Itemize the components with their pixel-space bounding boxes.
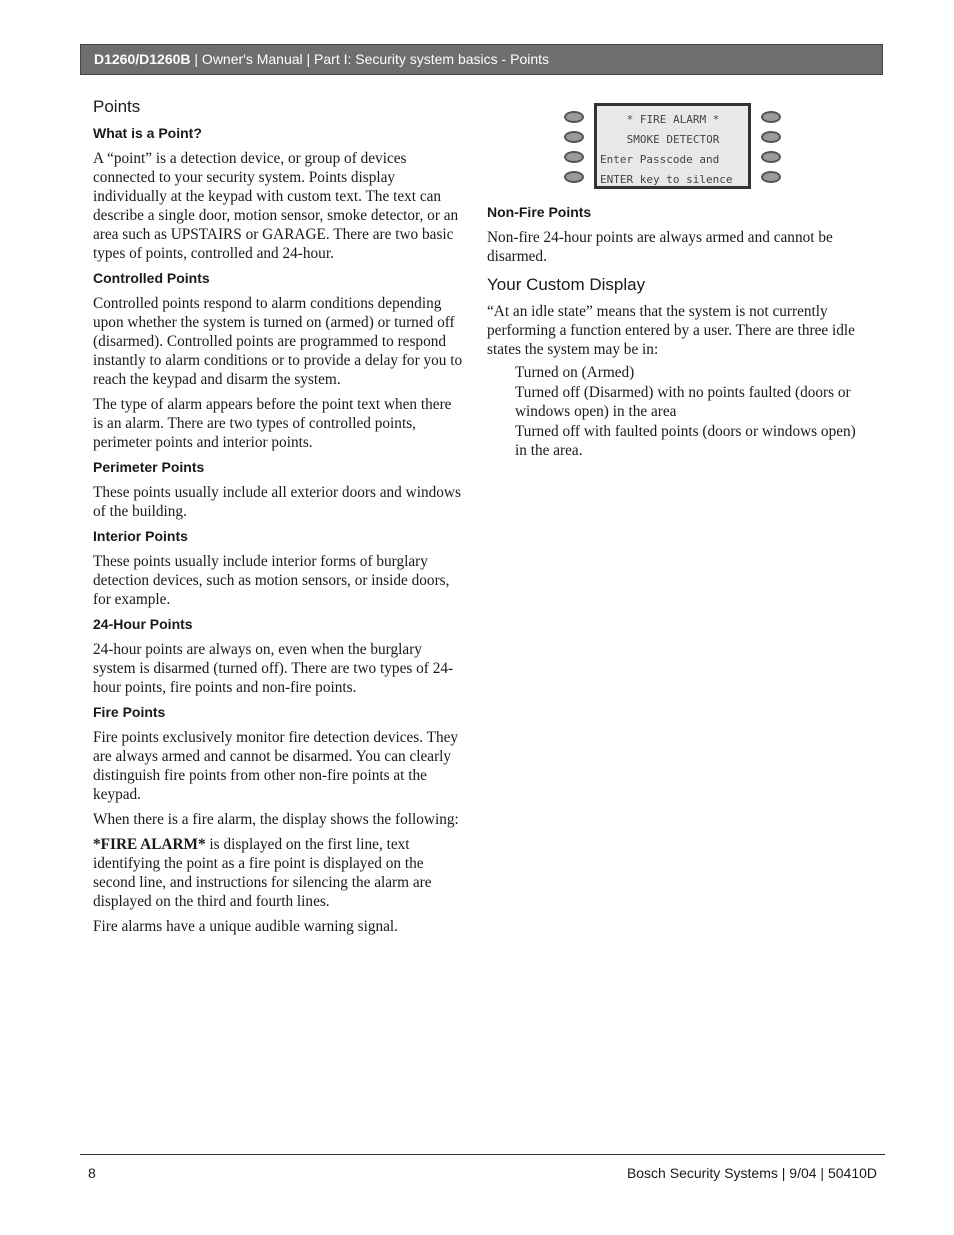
idle-states-list bbox=[515, 363, 863, 461]
section-title-custom-display: Your Custom Display bbox=[487, 275, 646, 294]
keypad-left-key-2 bbox=[564, 131, 584, 143]
paragraph-non-fire: Non-fire 24-hour points are always armed and cannot be disarmed. bbox=[487, 229, 833, 265]
keypad-display-line-1: * FIRE ALARM * bbox=[626, 113, 720, 126]
fire-alarm-label: *FIRE ALARM* bbox=[93, 836, 206, 853]
paragraph-what-is-a-point: A “point” is a detection device, or group of devices connected to your security system. Points display individually at the keypad with custom text. The text can describe a single door, motion sensor, smoke detector, or an area such as UPSTAIRS or GARAGE. There are two basic types of points, controlled and 24-hour. bbox=[93, 150, 459, 262]
heading-fire-points: Fire Points bbox=[93, 704, 166, 720]
paragraph-custom-display: “At an idle state” means that the system is not currently performing a function entered by a user. There are three idle states the system may be in: bbox=[487, 303, 855, 358]
keypad-left-key-3 bbox=[564, 151, 584, 163]
heading-interior-points: Interior Points bbox=[93, 528, 188, 544]
keypad-illustration bbox=[562, 101, 784, 193]
paragraph-fire-1: Fire points exclusively monitor fire detection devices. They are always armed and cannot be disarmed. You can clearly distinguish fire points from other non-fire points at the keypad. bbox=[93, 729, 459, 803]
heading-perimeter-points: Perimeter Points bbox=[93, 459, 205, 475]
heading-non-fire-points: Non-Fire Points bbox=[487, 204, 592, 220]
section-title-points: Points bbox=[93, 97, 141, 116]
page-number: 8 bbox=[88, 1165, 96, 1181]
paragraph-fire-3 bbox=[93, 835, 465, 911]
page-header-bar bbox=[80, 44, 883, 75]
keypad-right-key-1 bbox=[761, 111, 781, 123]
heading-controlled-points: Controlled Points bbox=[93, 270, 210, 286]
header-title: | Owner's Manual | Part I: Security system basics - Points bbox=[190, 51, 550, 67]
keypad-right-key-3 bbox=[761, 151, 781, 163]
paragraph-controlled-2: The type of alarm appears before the point text when there is an alarm. There are two types of controlled points, perimeter points and interior points. bbox=[93, 396, 452, 451]
keypad-display-line-2: SMOKE DETECTOR bbox=[626, 133, 720, 146]
header-model: D1260/D1260B bbox=[94, 51, 191, 67]
heading-what-is-a-point: What is a Point? bbox=[93, 125, 202, 141]
left-column bbox=[93, 96, 465, 942]
keypad-display bbox=[594, 103, 751, 189]
paragraph-interior: These points usually include interior forms of burglary detection devices, such as motion sensors, or inside doors, for example. bbox=[93, 553, 450, 608]
footer-divider bbox=[80, 1154, 885, 1155]
footer-publisher: Bosch Security Systems | 9/04 | 50410D bbox=[626, 1165, 877, 1181]
keypad-right-key-4 bbox=[761, 171, 781, 183]
idle-state-item: Turned off with faulted points (doors or windows open) in the area. bbox=[515, 422, 856, 459]
keypad-left-key-1 bbox=[564, 111, 584, 123]
paragraph-perimeter: These points usually include all exterior doors and windows of the building. bbox=[93, 484, 461, 520]
keypad-left-key-4 bbox=[564, 171, 584, 183]
fire-alarm-description: is displayed on the first line, text identifying the point as a fire point is displayed on the second line, and instructions for silencing the alarm are displayed on the third and fourth lines. bbox=[93, 836, 432, 910]
keypad-right-key-2 bbox=[761, 131, 781, 143]
paragraph-24-hour: 24-hour points are always on, even when the burglary system is disarmed (turned off). There are two types of 24-hour points, fire points and non-fire points. bbox=[93, 641, 454, 696]
paragraph-controlled-1: Controlled points respond to alarm conditions depending upon whether the system is turned on (armed) or turned off (disarmed). Controlled points are programmed to respond instantly to alarm conditions or to provide a delay for you to reach the keypad and disarm the system. bbox=[93, 295, 463, 388]
paragraph-fire-2: When there is a fire alarm, the display shows the following: bbox=[93, 811, 459, 828]
idle-state-item: Turned on (Armed) bbox=[515, 364, 635, 381]
paragraph-fire-4: Fire alarms have a unique audible warning signal. bbox=[93, 918, 398, 935]
idle-state-item: Turned off (Disarmed) with no points faulted (doors or windows open) in the area bbox=[515, 383, 851, 420]
heading-24-hour-points: 24-Hour Points bbox=[93, 616, 193, 632]
keypad-display-line-4: ENTER key to silence bbox=[600, 173, 733, 186]
right-column bbox=[487, 98, 863, 467]
keypad-display-line-3: Enter Passcode and bbox=[600, 153, 720, 166]
